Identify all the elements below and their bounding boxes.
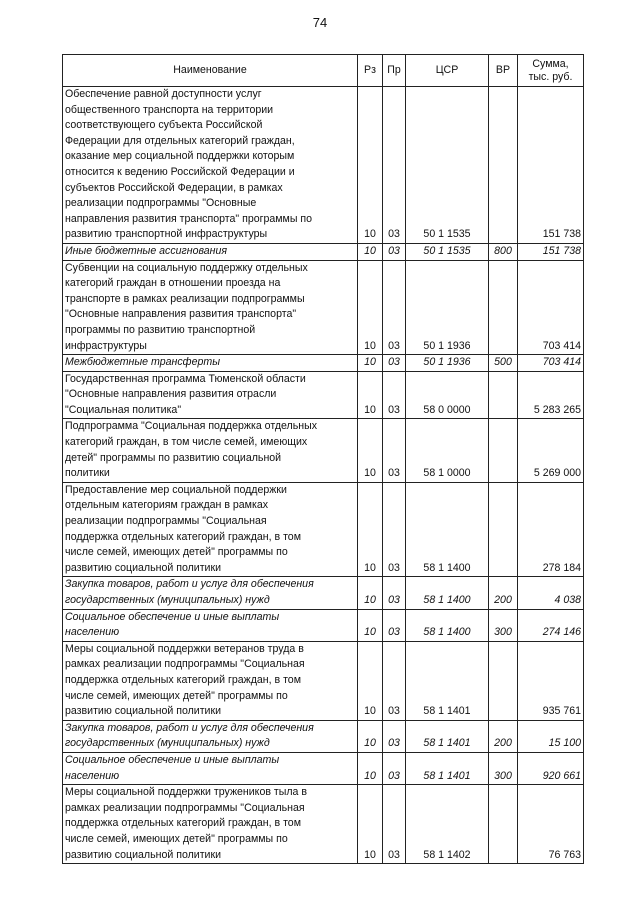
- cell-vr: [489, 419, 518, 482]
- cell-sum: 76 763: [518, 785, 584, 864]
- cell-sum: 5 269 000: [518, 419, 584, 482]
- cell-name: Меры социальной поддержки ветеранов труда в рамках реализации подпрограммы "Социальная поддержка отдельных категорий граждан, в том числе семей, имеющих детей" программы по развитию социальной политики: [63, 641, 358, 720]
- cell-sum: 5 283 265: [518, 371, 584, 419]
- cell-csr: 58 0 0000: [406, 371, 489, 419]
- table-header-row: [63, 55, 584, 87]
- header-sum: Сумма, тыс. руб.: [518, 55, 584, 87]
- cell-sum: 274 146: [518, 609, 584, 641]
- cell-pr: 03: [383, 482, 406, 577]
- cell-vr: [489, 785, 518, 864]
- header-csr: ЦСР: [406, 55, 489, 87]
- cell-rz: 10: [358, 641, 383, 720]
- cell-rz: 10: [358, 371, 383, 419]
- header-pr: Пр: [383, 55, 406, 87]
- budget-table: [62, 54, 584, 864]
- cell-rz: 10: [358, 785, 383, 864]
- cell-vr: 500: [489, 355, 518, 372]
- cell-csr: 58 1 0000: [406, 419, 489, 482]
- cell-pr: 03: [383, 260, 406, 355]
- cell-rz: 10: [358, 720, 383, 752]
- cell-name: Предоставление мер социальной поддержки отдельным категориям граждан в рамках реализации подпрограммы "Социальная поддержка отдельных категорий граждан, в том числе семей, имеющих детей" программы по развитию социальной политики: [63, 482, 358, 577]
- page-number: 74: [312, 15, 328, 30]
- table-row: [63, 482, 584, 577]
- cell-pr: 03: [383, 419, 406, 482]
- cell-sum: 935 761: [518, 641, 584, 720]
- cell-pr: 03: [383, 609, 406, 641]
- cell-rz: 10: [358, 482, 383, 577]
- table-row: [63, 355, 584, 372]
- cell-rz: 10: [358, 260, 383, 355]
- cell-name: Субвенции на социальную поддержку отдельных категорий граждан в отношении проезда на транспорте в рамках реализации подпрограммы "Основные направления развития транспорта" программы по развитию транспортной инфраструктуры: [63, 260, 358, 355]
- cell-rz: 10: [358, 609, 383, 641]
- cell-vr: 300: [489, 752, 518, 784]
- cell-name: Иные бюджетные ассигнования: [63, 243, 358, 260]
- cell-pr: 03: [383, 577, 406, 609]
- cell-sum: 920 661: [518, 752, 584, 784]
- table-body: [63, 87, 584, 864]
- header-rz: Рз: [358, 55, 383, 87]
- cell-sum: 151 738: [518, 243, 584, 260]
- cell-name: Государственная программа Тюменской области "Основные направления развития отрасли "Социальная политика": [63, 371, 358, 419]
- cell-name: Закупка товаров, работ и услуг для обеспечения государственных (муниципальных) нужд: [63, 577, 358, 609]
- cell-vr: [489, 641, 518, 720]
- table-row: [63, 785, 584, 864]
- cell-pr: 03: [383, 752, 406, 784]
- cell-sum: 278 184: [518, 482, 584, 577]
- cell-csr: 50 1 1936: [406, 355, 489, 372]
- header-vr: ВР: [489, 55, 518, 87]
- cell-csr: 58 1 1400: [406, 609, 489, 641]
- table-row: [63, 609, 584, 641]
- table-row: [63, 371, 584, 419]
- cell-vr: 200: [489, 720, 518, 752]
- cell-name: Закупка товаров, работ и услуг для обеспечения государственных (муниципальных) нужд: [63, 720, 358, 752]
- cell-csr: 50 1 1936: [406, 260, 489, 355]
- table-row: [63, 87, 584, 244]
- cell-name: Социальное обеспечение и иные выплаты населению: [63, 752, 358, 784]
- cell-vr: [489, 87, 518, 244]
- cell-rz: 10: [358, 752, 383, 784]
- cell-sum: 151 738: [518, 87, 584, 244]
- table-row: [63, 243, 584, 260]
- table-row: [63, 577, 584, 609]
- cell-vr: [489, 260, 518, 355]
- cell-rz: 10: [358, 577, 383, 609]
- cell-vr: 300: [489, 609, 518, 641]
- cell-pr: 03: [383, 87, 406, 244]
- cell-pr: 03: [383, 641, 406, 720]
- cell-rz: 10: [358, 243, 383, 260]
- cell-csr: 50 1 1535: [406, 243, 489, 260]
- cell-csr: 50 1 1535: [406, 87, 489, 244]
- table-row: [63, 419, 584, 482]
- cell-name: Меры социальной поддержки тружеников тыла в рамках реализации подпрограммы "Социальная поддержка отдельных категорий граждан, в том числе семей, имеющих детей" программы по развитию социальной политики: [63, 785, 358, 864]
- cell-sum: 15 100: [518, 720, 584, 752]
- cell-rz: 10: [358, 355, 383, 372]
- cell-name: Обеспечение равной доступности услуг общественного транспорта на территории соответствующего субъекта Российской Федерации для отдельных категорий граждан, оказание мер социальной поддержки которым относится к ведению Российской Федерации и субъектов Российской Федерации, в рамках реализации подпрограммы "Основные направления развития транспорта" программы по развитию транспортной инфраструктуры: [63, 87, 358, 244]
- cell-vr: 200: [489, 577, 518, 609]
- cell-pr: 03: [383, 355, 406, 372]
- cell-csr: 58 1 1402: [406, 785, 489, 864]
- cell-vr: [489, 482, 518, 577]
- cell-rz: 10: [358, 87, 383, 244]
- cell-csr: 58 1 1401: [406, 752, 489, 784]
- cell-sum: 4 038: [518, 577, 584, 609]
- cell-pr: 03: [383, 371, 406, 419]
- cell-pr: 03: [383, 720, 406, 752]
- cell-vr: 800: [489, 243, 518, 260]
- cell-vr: [489, 371, 518, 419]
- cell-csr: 58 1 1401: [406, 720, 489, 752]
- cell-pr: 03: [383, 785, 406, 864]
- cell-sum: 703 414: [518, 355, 584, 372]
- table-row: [63, 641, 584, 720]
- cell-csr: 58 1 1400: [406, 577, 489, 609]
- cell-name: Социальное обеспечение и иные выплаты населению: [63, 609, 358, 641]
- cell-rz: 10: [358, 419, 383, 482]
- cell-csr: 58 1 1400: [406, 482, 489, 577]
- cell-name: Межбюджетные трансферты: [63, 355, 358, 372]
- table-row: [63, 260, 584, 355]
- header-name: Наименование: [63, 55, 358, 87]
- cell-csr: 58 1 1401: [406, 641, 489, 720]
- table-row: [63, 752, 584, 784]
- cell-sum: 703 414: [518, 260, 584, 355]
- table-row: [63, 720, 584, 752]
- cell-name: Подпрограмма "Социальная поддержка отдельных категорий граждан, в том числе семей, имеющих детей" программы по развитию социальной политики: [63, 419, 358, 482]
- cell-pr: 03: [383, 243, 406, 260]
